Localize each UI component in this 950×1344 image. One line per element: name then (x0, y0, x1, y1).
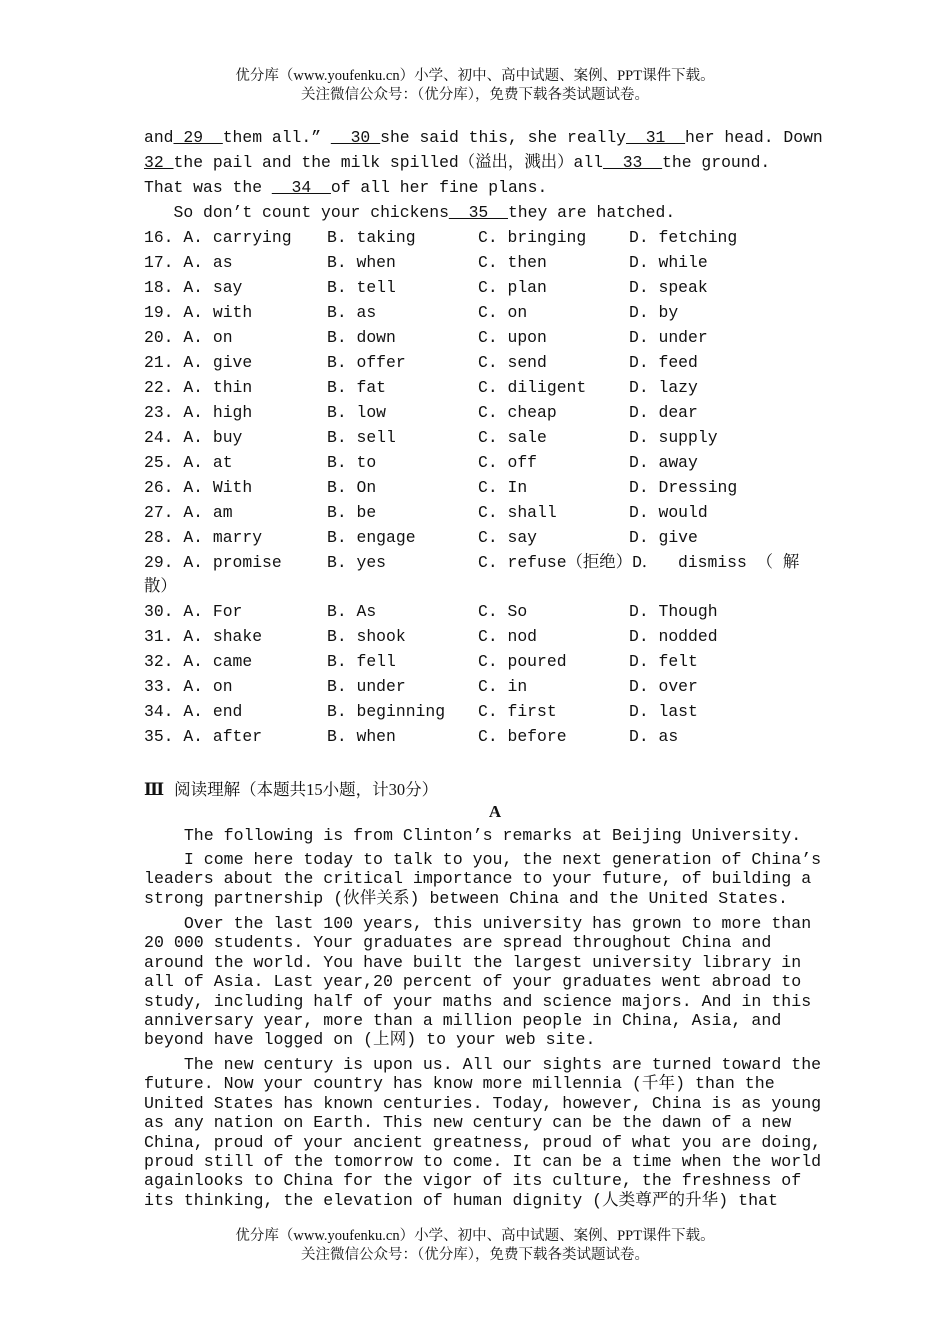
q19-a: 19. A. with (144, 303, 253, 322)
cloze-text: and (144, 128, 174, 147)
passage-title: A (488, 802, 502, 821)
q27-c: C. shall (478, 503, 557, 522)
q31-a: 31. A. shake (144, 627, 263, 646)
cloze-line-2 (144, 151, 770, 175)
q32-d: D. felt (629, 652, 698, 671)
q20-b: B. down (327, 328, 396, 347)
q24-b: B. sell (327, 428, 396, 447)
q34-c: C. first (478, 702, 557, 721)
q33-b: B. under (327, 677, 406, 696)
q28-b: B. engage (327, 528, 416, 547)
q29-cd: C. refuse（拒绝）D． dismiss （ 解 (478, 553, 800, 572)
passage-line: as any nation on Earth. This new century can be the dawn of a new (144, 1113, 792, 1133)
q21-d: D. feed (629, 353, 698, 372)
header-line-2: 关注微信公众号：（优分库），免费下载各类试题试卷。 (301, 87, 649, 103)
q28-c: C. say (478, 528, 538, 547)
q35-b: B. when (327, 727, 396, 746)
q24-a: 24. A. buy (144, 428, 243, 447)
q18-b: B. tell (327, 278, 396, 297)
q32-c: C. poured (478, 652, 567, 671)
q26-a: 26. A. With (144, 478, 253, 497)
q29-continuation: 散） (144, 577, 177, 596)
q34-d: D. last (629, 702, 698, 721)
blank-30: __30_ (330, 128, 381, 147)
q21-a: 21. A. give (144, 353, 253, 372)
q32-a: 32. A. came (144, 652, 253, 671)
blank-32: 32_ (144, 153, 174, 172)
q30-b: B. As (327, 602, 377, 621)
q21-c: C. send (478, 353, 547, 372)
blank-35: __35__ (448, 203, 508, 222)
q23-b: B. low (327, 403, 387, 422)
q20-d: D. under (629, 328, 708, 347)
passage-line: around the world. You have built the largest university library in (144, 952, 802, 972)
q19-c: C. on (478, 303, 528, 322)
q35-d: D. as (629, 727, 679, 746)
header-line-1: 优分库（www.youfenku.cn）小学、初中、高中试题、案例、PPT课件下载。 (235, 68, 715, 84)
cloze-text: she said this, she really (380, 128, 627, 147)
q24-c: C. sale (478, 428, 547, 447)
q34-b: B. beginning (327, 702, 446, 721)
q17-a: 17. A. as (144, 253, 233, 272)
q35-c: C. before (478, 727, 567, 746)
passage-line: Over the last 100 years, this university has grown to more than (144, 914, 812, 933)
footer-line-1: 优分库（www.youfenku.cn）小学、初中、高中试题、案例、PPT课件下载。 (235, 1228, 715, 1244)
q27-d: D. would (629, 503, 708, 522)
passage-line: beyond have logged on (上网) to your web site. (144, 1030, 596, 1050)
passage-line: leaders about the critical importance to your future, of building a (144, 869, 812, 889)
q17-d: D. while (629, 253, 708, 272)
page-header (0, 67, 950, 105)
q21-b: B. offer (327, 353, 406, 372)
q19-d: D. by (629, 303, 679, 322)
passage-line: anniversary year, more than a million people in China, Asia, and (144, 1011, 782, 1030)
q17-c: C. then (478, 253, 547, 272)
q22-a: 22. A. thin (144, 378, 253, 397)
q18-d: D. speak (629, 278, 708, 297)
cloze-text: of all her fine plans. (330, 178, 548, 197)
q23-d: D. dear (629, 403, 698, 422)
q33-d: D. over (629, 677, 698, 696)
passage-line: all of Asia. Last year,20 percent of your graduates went abroad to (144, 972, 802, 992)
q32-b: B. fell (327, 652, 396, 671)
q26-d: D. Dressing (629, 478, 738, 497)
blank-34: __34__ (271, 178, 331, 197)
q30-c: C. So (478, 602, 528, 621)
cloze-text: them all.” (222, 128, 322, 147)
q31-d: D. nodded (629, 627, 718, 646)
passage-line: study, including half of your maths and science majors. And in this (144, 991, 812, 1011)
cloze-text: the ground. (662, 153, 771, 172)
cloze-text: the pail and the milk spilled（溢出，溅出）all (173, 153, 604, 172)
passage-line: The following is from Clinton’s remarks at Beijing University. (144, 826, 802, 845)
q27-a: 27. A. am (144, 503, 233, 522)
q30-a: 30. A. For (144, 602, 243, 621)
blank-29: _29__ (173, 128, 223, 147)
q16-a: 16. A. carrying (144, 228, 292, 247)
cloze-line-3 (144, 176, 547, 200)
passage-line: 20 000 students. Your graduates are spread throughout China and (144, 933, 772, 953)
section-title: 阅读理解（本题共15小题，计30分） (174, 780, 439, 799)
q28-d: D. give (629, 528, 698, 547)
passage-line: proud still of the tomorrow to come. It can be a time when the world (144, 1152, 822, 1171)
passage-line: I come here today to talk to you, the next generation of China’s (144, 850, 822, 869)
cloze-text: That was the (144, 178, 272, 197)
q29-a: 29. A. promise (144, 553, 282, 572)
q26-c: C. In (478, 478, 528, 497)
blank-31: __31__ (626, 128, 686, 147)
q26-b: B. On (327, 478, 377, 497)
q31-c: C. nod (478, 627, 538, 646)
q17-b: B. when (327, 253, 396, 272)
section-number: Ⅲ (144, 780, 165, 799)
footer-line-2: 关注微信公众号：（优分库），免费下载各类试题试卷。 (301, 1247, 649, 1263)
cloze-line-4 (144, 201, 675, 225)
cloze-text: So don’t count your chickens (144, 203, 449, 222)
q22-c: C. diligent (478, 378, 587, 397)
q27-b: B. be (327, 503, 377, 522)
q20-a: 20. A. on (144, 328, 233, 347)
q16-b: B. taking (327, 228, 416, 247)
q28-a: 28. A. marry (144, 528, 263, 547)
q25-a: 25. A. at (144, 453, 233, 472)
cloze-line-1 (144, 126, 823, 150)
q18-a: 18. A. say (144, 278, 243, 297)
q31-b: B. shook (327, 627, 406, 646)
q34-a: 34. A. end (144, 702, 243, 721)
passage-line: its thinking, the elevation of human dignity (人类尊严的升华) that (144, 1190, 778, 1210)
q23-c: C. cheap (478, 403, 557, 422)
q16-c: C. bringing (478, 228, 587, 247)
q30-d: D. Though (629, 602, 718, 621)
passage-line: United States has known centuries. Today, however, China is as young (144, 1093, 822, 1113)
q33-a: 33. A. on (144, 677, 233, 696)
passage-line: againlooks to China for the vigor of its culture, the freshness of (144, 1171, 802, 1191)
q24-d: D. supply (629, 428, 718, 447)
q35-a: 35. A. after (144, 727, 263, 746)
passage-line: strong partnership (伙伴关系) between China and the United States. (144, 888, 788, 908)
cloze-text: they are hatched. (507, 203, 676, 222)
blank-33: __33__ (603, 153, 663, 172)
q33-c: C. in (478, 677, 528, 696)
q25-c: C. off (478, 453, 538, 472)
passage-line: China, proud of your ancient greatness, proud of what you are doing, (144, 1132, 822, 1152)
passage-line: future. Now your country has know more millennia (千年) than the (144, 1074, 775, 1094)
page-footer (0, 1227, 950, 1265)
section-heading (144, 776, 438, 800)
passage-line: The new century is upon us. All our sights are turned toward the (144, 1055, 822, 1074)
q29-b: B. yes (327, 553, 387, 572)
q25-d: D. away (629, 453, 698, 472)
q25-b: B. to (327, 453, 377, 472)
q19-b: B. as (327, 303, 377, 322)
cloze-text: her head. Down (685, 128, 823, 147)
q23-a: 23. A. high (144, 403, 253, 422)
q16-d: D. fetching (629, 228, 738, 247)
q20-c: C. upon (478, 328, 547, 347)
q18-c: C. plan (478, 278, 547, 297)
q22-b: B. fat (327, 378, 387, 397)
q22-d: D. lazy (629, 378, 698, 397)
